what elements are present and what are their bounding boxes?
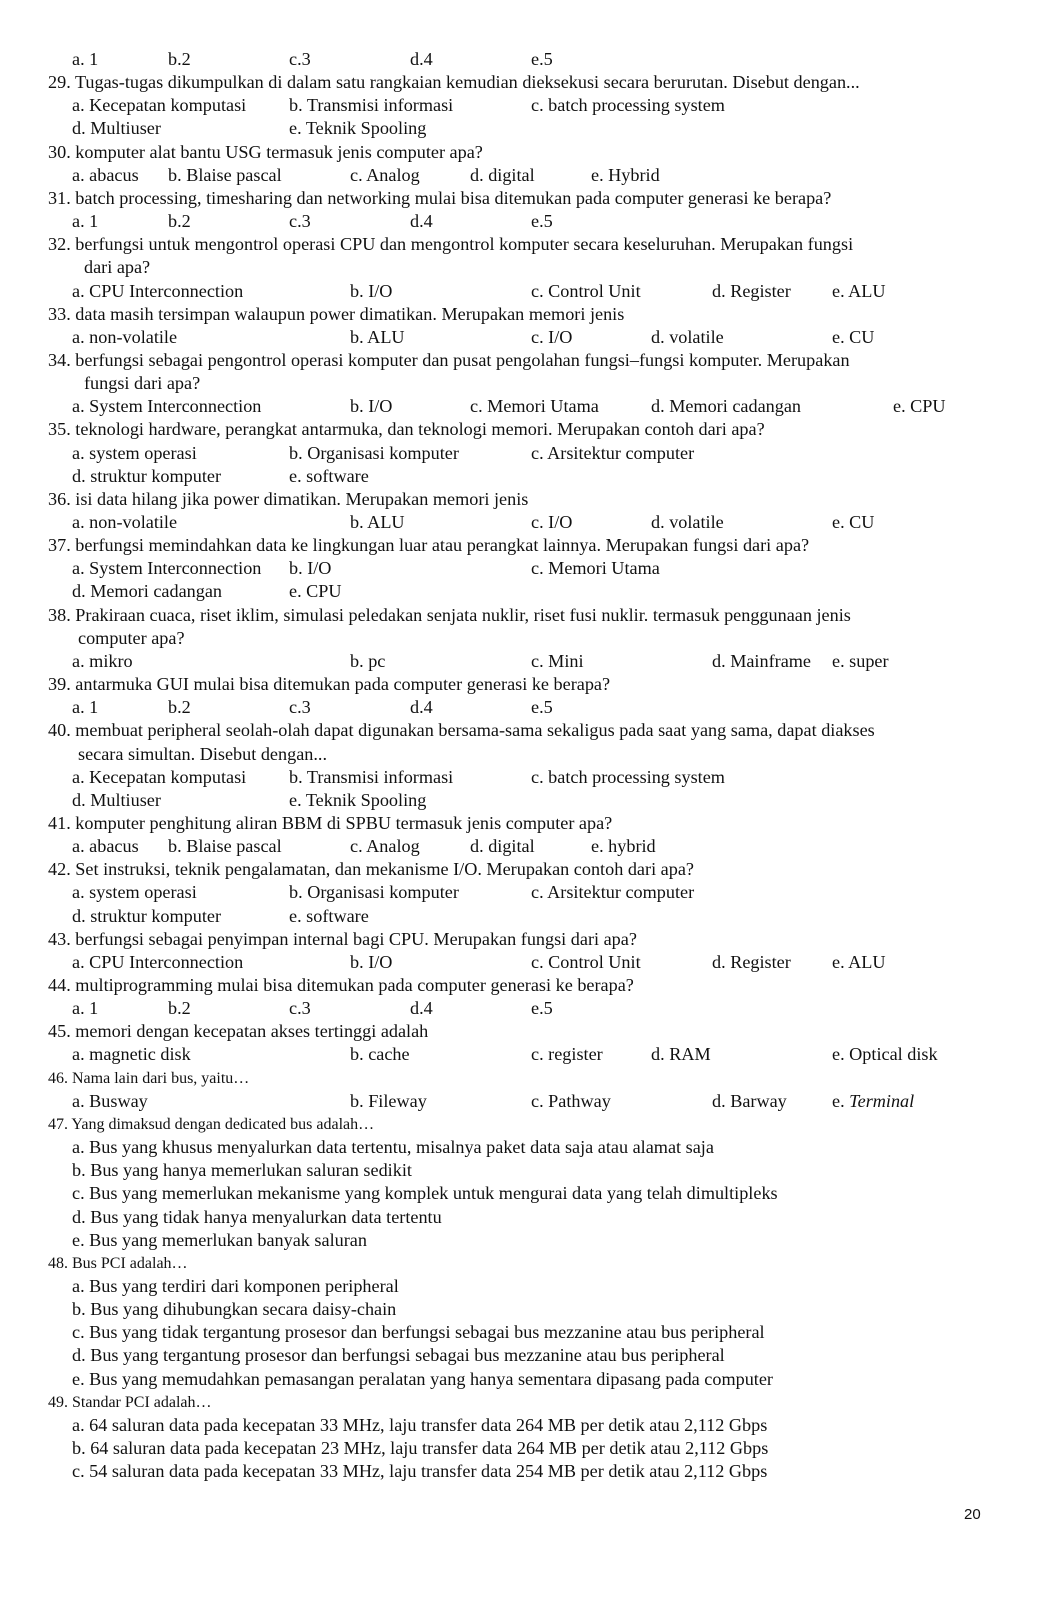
answer-option: a. 1 xyxy=(72,998,99,1019)
question-continuation xyxy=(0,627,1043,650)
answer-line-text: e. Bus yang memerlukan banyak saluran xyxy=(72,1229,367,1250)
option-row xyxy=(0,696,1043,719)
answer-option: b.2 xyxy=(168,49,191,69)
answer-option: a. non-volatile xyxy=(72,326,178,347)
answer-option: b. ALU xyxy=(350,326,405,347)
answer-line xyxy=(0,1437,1043,1460)
answer-option: b. I/O xyxy=(350,280,393,301)
option-row xyxy=(0,766,1043,789)
option-row xyxy=(0,395,1043,418)
answer-line xyxy=(0,1414,1043,1437)
answer-option: d. digital xyxy=(470,836,535,857)
answer-option: a. non-volatile xyxy=(72,512,178,532)
answer-option-italic: Terminal xyxy=(849,1090,915,1111)
answer-option: b.2 xyxy=(168,697,191,718)
answer-option: e. Teknik Spooling xyxy=(289,789,427,810)
answer-line xyxy=(0,1182,1043,1205)
answer-option: a. System Interconnection xyxy=(72,558,262,579)
page-number: 20 xyxy=(964,1506,981,1523)
option-row xyxy=(0,164,1043,187)
answer-option: c. Arsitektur computer xyxy=(531,442,695,463)
question-line xyxy=(0,1067,1043,1090)
question-line xyxy=(0,1020,1043,1043)
question-line xyxy=(0,858,1043,881)
answer-option: e. hybrid xyxy=(591,836,656,857)
answer-option: d.4 xyxy=(410,697,433,718)
answer-option: b. Blaise pascal xyxy=(168,836,282,857)
answer-option: e. Hybrid xyxy=(591,164,660,185)
question-line-text: 34. berfungsi sebagai pengontrol operasi komputer dan pusat pengolahan fungsi–fungsi komputer. Merupakan xyxy=(48,349,850,370)
answer-option: a. magnetic disk xyxy=(72,1044,191,1065)
answer-option: a. System Interconnection xyxy=(72,396,262,417)
question-line-text: 30. komputer alat bantu USG termasuk jenis computer apa? xyxy=(48,141,483,162)
question-line xyxy=(0,1113,1043,1136)
answer-line-text: c. Bus yang memerlukan mekanisme yang komplek untuk mengurai data yang telah dimultipleks xyxy=(72,1183,778,1204)
question-line-text: 33. data masih tersimpan walaupun power dimatikan. Merupakan memori jenis xyxy=(48,303,625,324)
question-line-text: 47. Yang dimaksud dengan dedicated bus adalah… xyxy=(48,1115,375,1133)
answer-option: c. Control Unit xyxy=(531,280,641,301)
question-line-text: 29. Tugas-tugas dikumpulkan di dalam satu rangkaian kemudian dieksekusi secara berurutan. Disebut dengan... xyxy=(48,72,860,93)
answer-option: e. Terminal xyxy=(832,1090,915,1111)
answer-option: c.3 xyxy=(289,998,311,1019)
question-continuation-text: computer apa? xyxy=(78,627,185,648)
answer-option: c. Memori Utama xyxy=(470,396,599,417)
answer-option: a. abacus xyxy=(72,836,139,857)
answer-option: b. I/O xyxy=(350,396,393,417)
question-line-text: 37. berfungsi memindahkan data ke lingkungan luar atau perangkat lainnya. Merupakan fungsi dari apa? xyxy=(48,535,810,556)
answer-option: c. Arsitektur computer xyxy=(531,882,695,903)
answer-line-text: a. Bus yang khusus menyalurkan data tertentu, misalnya paket data saja atau alamat saja xyxy=(72,1137,714,1158)
question-line xyxy=(0,719,1043,742)
answer-option: e. CU xyxy=(832,326,875,347)
answer-option: d. Multiuser xyxy=(72,118,161,139)
answer-option: e.5 xyxy=(531,49,553,69)
question-line xyxy=(0,673,1043,696)
answer-line-text: d. Bus yang tergantung prosesor dan berfungsi sebagai bus mezzanine atau bus peripheral xyxy=(72,1345,725,1366)
question-continuation xyxy=(0,743,1043,766)
answer-line-text: b. 64 saluran data pada kecepatan 23 MHz, laju transfer data 264 MB per detik atau 2,112 Gbps xyxy=(72,1438,769,1458)
question-continuation-text: fungsi dari apa? xyxy=(84,373,201,394)
option-row xyxy=(0,511,1043,534)
question-line xyxy=(0,349,1043,372)
answer-option: b. I/O xyxy=(289,558,332,579)
answer-option: d. Memori cadangan xyxy=(651,396,801,417)
question-line xyxy=(0,604,1043,627)
option-row xyxy=(0,1090,1043,1113)
answer-option: a. 1 xyxy=(72,49,99,69)
question-line xyxy=(0,303,1043,326)
answer-option: c. batch processing system xyxy=(531,95,725,116)
answer-line-text: d. Bus yang tidak hanya menyalurkan data tertentu xyxy=(72,1206,442,1227)
answer-option: a. abacus xyxy=(72,164,139,185)
question-line xyxy=(0,418,1043,441)
answer-option: e. CPU xyxy=(893,396,946,417)
question-continuation-text: secara simultan. Disebut dengan... xyxy=(78,743,327,764)
option-row xyxy=(0,1043,1043,1066)
question-line-text: 39. antarmuka GUI mulai bisa ditemukan pada computer generasi ke berapa? xyxy=(48,674,611,695)
option-row xyxy=(0,789,1043,812)
answer-option: d. volatile xyxy=(651,326,724,347)
answer-option: a. system operasi xyxy=(72,882,197,903)
answer-option: b. I/O xyxy=(350,951,393,972)
answer-line-text: a. Bus yang terdiri dari komponen peripheral xyxy=(72,1275,399,1296)
option-row xyxy=(0,48,1043,71)
answer-option: b. Transmisi informasi xyxy=(289,766,454,787)
question-line-text: 32. berfungsi untuk mengontrol operasi CPU dan mengontrol komputer secara keseluruhan. Merupakan fungsi xyxy=(48,234,854,255)
question-continuation-text: dari apa? xyxy=(84,257,151,278)
question-line xyxy=(0,488,1043,511)
answer-option: d. RAM xyxy=(651,1044,711,1065)
answer-line-text: e. Bus yang memudahkan pemasangan peralatan yang hanya sementara dipasang pada computer xyxy=(72,1368,773,1389)
answer-option: c.3 xyxy=(289,49,311,69)
answer-option: d. Multiuser xyxy=(72,789,161,810)
answer-option: b. Fileway xyxy=(350,1090,427,1111)
question-line-text: 48. Bus PCI adalah… xyxy=(48,1254,188,1272)
answer-line xyxy=(0,1229,1043,1252)
answer-option: c. Analog xyxy=(350,164,420,185)
option-row xyxy=(0,835,1043,858)
answer-option: c. Pathway xyxy=(531,1090,611,1111)
question-line-text: 42. Set instruksi, teknik pengalamatan, dan mekanisme I/O. Merupakan contoh dari apa? xyxy=(48,859,694,880)
answer-option: b. Organisasi komputer xyxy=(289,442,459,463)
answer-option: d. volatile xyxy=(651,512,724,532)
question-line xyxy=(0,1391,1043,1414)
option-row xyxy=(0,94,1043,117)
option-row xyxy=(0,951,1043,974)
answer-option: c. Control Unit xyxy=(531,951,641,972)
question-line-text: 36. isi data hilang jika power dimatikan. Merupakan memori jenis xyxy=(48,488,529,509)
answer-line-text: c. Bus yang tidak tergantung prosesor dan berfungsi sebagai bus mezzanine atau bus peripheral xyxy=(72,1322,765,1343)
answer-option: d. Register xyxy=(712,951,791,972)
answer-option: d. Register xyxy=(712,280,791,301)
answer-option: e. ALU xyxy=(832,951,886,972)
question-line-text: 46. Nama lain dari bus, yaitu… xyxy=(48,1069,250,1087)
answer-option: a. mikro xyxy=(72,650,133,671)
answer-option: a. CPU Interconnection xyxy=(72,951,244,972)
question-line xyxy=(0,233,1043,256)
answer-option: a. Busway xyxy=(72,1090,148,1111)
option-row xyxy=(0,580,1043,603)
answer-line xyxy=(0,1136,1043,1159)
answer-option: e. software xyxy=(289,465,369,486)
answer-option: d. struktur komputer xyxy=(72,465,222,486)
answer-option: c.3 xyxy=(289,211,311,232)
answer-option: e. super xyxy=(832,650,889,671)
answer-line xyxy=(0,1368,1043,1391)
answer-option: b. Transmisi informasi xyxy=(289,95,454,116)
answer-option: a. CPU Interconnection xyxy=(72,280,244,301)
question-line xyxy=(0,141,1043,164)
answer-option: a. Kecepatan komputasi xyxy=(72,95,247,116)
answer-line xyxy=(0,1159,1043,1182)
answer-option: b.2 xyxy=(168,211,191,232)
option-row xyxy=(0,117,1043,140)
option-row xyxy=(0,905,1043,928)
answer-option: e. CU xyxy=(832,512,875,532)
question-line xyxy=(0,187,1043,210)
answer-option: c. I/O xyxy=(531,326,573,347)
answer-option: c. I/O xyxy=(531,512,573,532)
option-row xyxy=(0,210,1043,233)
answer-option: d. Memori cadangan xyxy=(72,581,222,602)
question-line xyxy=(0,928,1043,951)
question-line-text: 31. batch processing, timesharing dan networking mulai bisa ditemukan pada computer generasi ke berapa? xyxy=(48,187,832,208)
answer-option: e. CPU xyxy=(289,581,342,602)
answer-option: a. 1 xyxy=(72,211,99,232)
answer-line xyxy=(0,1321,1043,1344)
option-row xyxy=(0,280,1043,303)
option-row xyxy=(0,442,1043,465)
option-row xyxy=(0,557,1043,580)
question-continuation xyxy=(0,372,1043,395)
answer-line xyxy=(0,1344,1043,1367)
answer-option: e.5 xyxy=(531,211,553,232)
answer-line xyxy=(0,1460,1043,1483)
answer-option: b. Organisasi komputer xyxy=(289,882,459,903)
answer-line xyxy=(0,1275,1043,1298)
answer-option: b. pc xyxy=(350,650,386,671)
question-line xyxy=(0,71,1043,94)
option-row xyxy=(0,881,1043,904)
answer-line-text: a. 64 saluran data pada kecepatan 33 MHz, laju transfer data 264 MB per detik atau 2,112 Gbps xyxy=(72,1414,768,1435)
answer-option: d. digital xyxy=(470,164,535,185)
answer-option: c. batch processing system xyxy=(531,766,725,787)
answer-option: b. Blaise pascal xyxy=(168,164,282,185)
question-line-text: 41. komputer penghitung aliran BBM di SPBU termasuk jenis computer apa? xyxy=(48,812,613,833)
answer-option: c. Mini xyxy=(531,650,584,671)
answer-option: e. Optical disk xyxy=(832,1044,938,1065)
answer-option: d. struktur komputer xyxy=(72,905,222,926)
answer-option: e. Teknik Spooling xyxy=(289,118,427,139)
answer-line-text: b. Bus yang hanya memerlukan saluran sedikit xyxy=(72,1160,412,1181)
answer-option: a. Kecepatan komputasi xyxy=(72,766,247,787)
question-line-text: 38. Prakiraan cuaca, riset iklim, simulasi peledakan senjata nuklir, riset fusi nuklir. termasuk penggunaan jenis xyxy=(48,604,851,625)
answer-line-text: c. 54 saluran data pada kecepatan 33 MHz, laju transfer data 254 MB per detik atau 2,112 Gbps xyxy=(72,1461,768,1482)
answer-option: d. Barway xyxy=(712,1090,787,1111)
answer-option: d.4 xyxy=(410,211,433,232)
question-line-text: 44. multiprogramming mulai bisa ditemukan pada computer generasi ke berapa? xyxy=(48,975,634,995)
question-line xyxy=(0,812,1043,835)
question-continuation xyxy=(0,256,1043,279)
answer-option: e. software xyxy=(289,905,369,926)
answer-option: c. register xyxy=(531,1044,603,1065)
answer-option: b. cache xyxy=(350,1044,410,1065)
answer-option: e.5 xyxy=(531,998,553,1019)
answer-option: d.4 xyxy=(410,998,433,1019)
answer-option: c.3 xyxy=(289,697,311,718)
question-line-text: 49. Standar PCI adalah… xyxy=(48,1393,212,1411)
answer-option: e. ALU xyxy=(832,280,886,301)
question-line xyxy=(0,974,1043,997)
answer-option: a. system operasi xyxy=(72,442,197,463)
question-line-text: 40. membuat peripheral seolah-olah dapat digunakan bersama-sama sekaligus pada saat yang sama, dapat diakses xyxy=(48,720,875,741)
answer-option: b.2 xyxy=(168,998,191,1019)
answer-line-text: b. Bus yang dihubungkan secara daisy-chain xyxy=(72,1299,397,1320)
question-line-text: 45. memori dengan kecepatan akses tertinggi adalah xyxy=(48,1021,429,1042)
question-line xyxy=(0,534,1043,557)
answer-option: b. ALU xyxy=(350,512,405,532)
answer-option: c. Analog xyxy=(350,836,420,857)
option-row xyxy=(0,997,1043,1020)
option-row xyxy=(0,326,1043,349)
answer-option: d. Mainframe xyxy=(712,650,811,671)
answer-line xyxy=(0,1206,1043,1229)
question-line-text: 35. teknologi hardware, perangkat antarmuka, dan teknologi memori. Merupakan contoh dari apa? xyxy=(48,419,765,440)
answer-line xyxy=(0,1298,1043,1321)
question-line-text: 43. berfungsi sebagai penyimpan internal bagi CPU. Merupakan fungsi dari apa? xyxy=(48,928,637,949)
question-line xyxy=(0,1252,1043,1275)
answer-option: d.4 xyxy=(410,49,433,69)
option-row xyxy=(0,650,1043,673)
answer-option: a. 1 xyxy=(72,697,99,718)
answer-option: c. Memori Utama xyxy=(531,558,660,579)
answer-option: e.5 xyxy=(531,697,553,718)
option-row xyxy=(0,465,1043,488)
